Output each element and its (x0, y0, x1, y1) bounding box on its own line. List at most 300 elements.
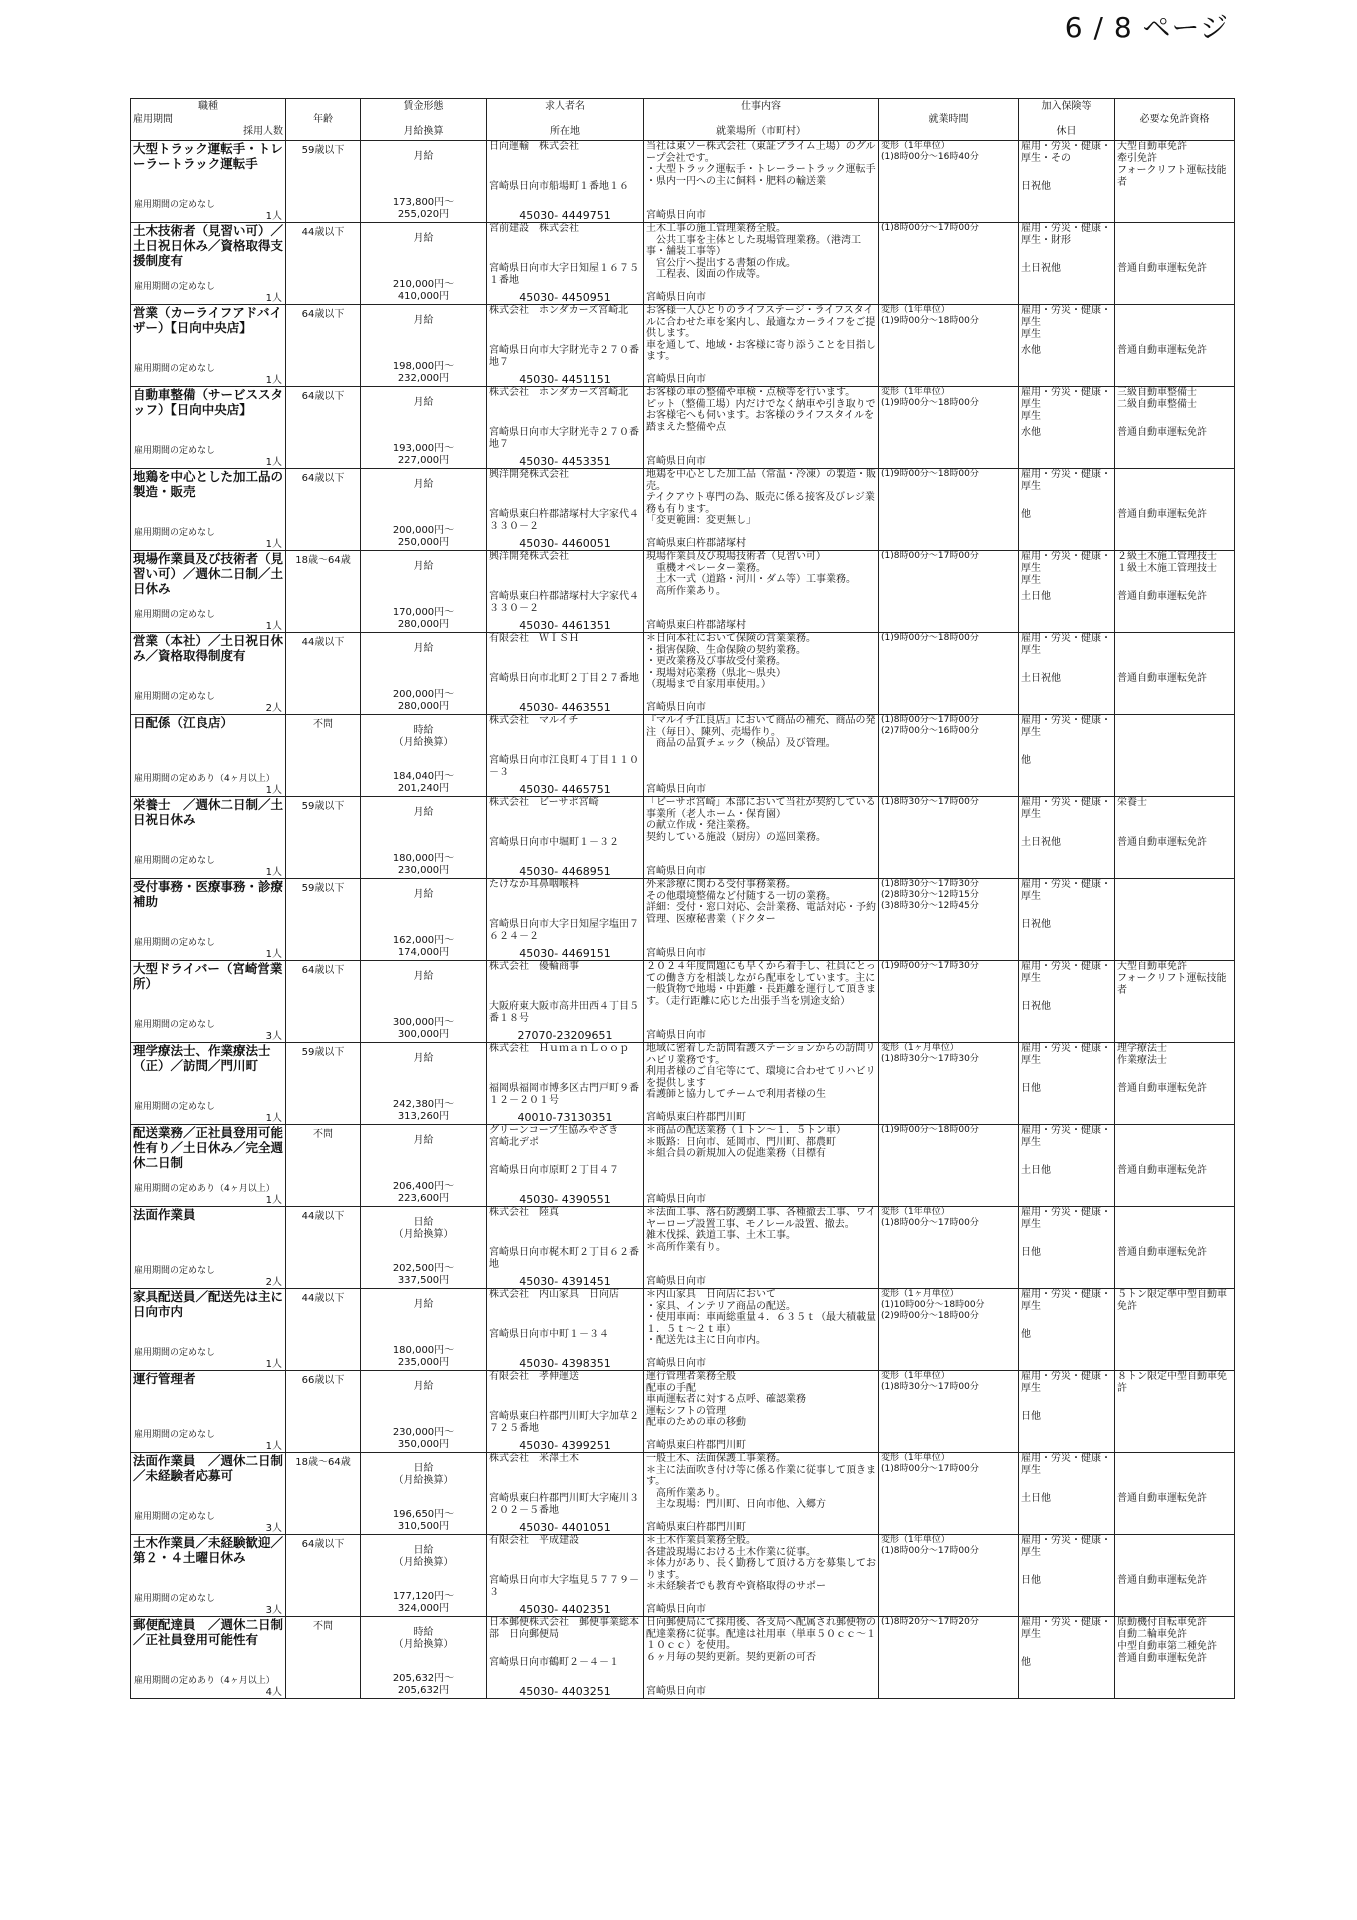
workplace: 宮崎県日向市 (646, 702, 706, 714)
job-title: 法面作業員 (133, 1207, 196, 1222)
employer-cell (487, 1289, 644, 1371)
employer-address: 宮崎県日向市船場町１番地１６ (489, 181, 629, 192)
license-cell (1115, 1617, 1235, 1699)
working-hours: 変形（1年単位） (1)9時00分～18時00分 (879, 305, 1019, 387)
job-number: 27070-23209651 (517, 1029, 613, 1042)
job-cell (131, 797, 286, 879)
license-standard: 普通自動車運転免許 (1117, 1165, 1207, 1176)
holidays: 他 (1021, 1329, 1031, 1340)
license-cell (1115, 797, 1235, 879)
job-content-cell (644, 387, 879, 469)
age-limit: 18歳～64歳 (286, 551, 361, 633)
job-content: お客様の車の整備や車検・点検等を行います。 ピット（整備工場）内だけでなく納車や引き取りでお客様宅へも伺います。お客様のライフスタイルを踏まえた整備や点 (646, 387, 876, 433)
insurance: 雇用・労災・健康・厚生 厚生 (1021, 305, 1111, 340)
job-number: 45030- 4391451 (519, 1275, 611, 1288)
employer-name: 有限会社 平成建設 (489, 1535, 579, 1546)
job-content: 『マルイチ江良店』において商品の補充、商品の発注（毎日）、陳列、売場作り。 商品の品質チェック（検品）及び管理。 (646, 715, 876, 750)
job-title: 運行管理者 (133, 1371, 196, 1386)
hire-count: 1人 (265, 949, 282, 960)
wage-type: 月給 (413, 1299, 434, 1310)
employer-name: 株式会社 米澤土木 (489, 1453, 579, 1464)
table-row (131, 1535, 1235, 1617)
wage-range: 198,000円～ 232,000円 (392, 361, 455, 384)
age-limit: 44歳以下 (286, 1289, 361, 1371)
wage-cell (361, 1289, 487, 1371)
employer-name: 有限会社 ＷＩＳＨ (489, 633, 579, 644)
wage-cell (361, 797, 487, 879)
job-content-cell (644, 961, 879, 1043)
wage-range: 242,380円～ 313,260円 (392, 1099, 455, 1122)
wage-range: 184,040円～ 201,240円 (392, 771, 455, 794)
age-limit: 59歳以下 (286, 797, 361, 879)
job-content-cell (644, 715, 879, 797)
license-standard: 普通自動車運転免許 (1117, 1493, 1207, 1504)
license-cell (1115, 551, 1235, 633)
header-job-content: 仕事内容 (741, 101, 781, 112)
working-hours: (1)9時00分～18時00分 (879, 469, 1019, 551)
working-hours: (1)8時00分～17時00分 (879, 551, 1019, 633)
employer-name: 株式会社 ビーサポ宮崎 (489, 797, 599, 808)
hire-count: 1人 (265, 457, 282, 468)
age-limit: 18歳～64歳 (286, 1453, 361, 1535)
employer-cell (487, 1453, 644, 1535)
wage-cell (361, 469, 487, 551)
working-hours: (1)8時20分～17時20分 (879, 1617, 1019, 1699)
holidays: 土日祝他 (1021, 837, 1061, 848)
job-content: 土木工事の施工管理業務全般。 公共工事を主体とした現場管理業務。（港湾工事・舗装工事等） 官公庁へ提出する書類の作成。 工程表、図面の作成等。 (646, 223, 861, 281)
job-cell (131, 961, 286, 1043)
employment-period: 雇用期間の定めなし (134, 938, 216, 948)
job-content: 外来診療に関わる受付事務業務。 その他環境整備など付随する一切の業務。 詳細：受付・窓口対応、会計業務、電話対応・予約管理、医療秘書業（ドクター (646, 879, 876, 925)
working-hours: (1)8時00分～17時00分 (879, 223, 1019, 305)
employment-period: 雇用期間の定めなし (134, 528, 216, 538)
holidays: 水他 (1021, 427, 1041, 438)
job-listing-table (130, 98, 1235, 1699)
wage-range: 180,000円～ 235,000円 (392, 1345, 455, 1368)
hire-count: 1人 (265, 785, 282, 796)
license-cell (1115, 961, 1235, 1043)
license-standard: 普通自動車運転免許 (1117, 591, 1207, 602)
job-content: ＊日向本社において保険の営業業務。 ・損害保険、生命保険の契約業務。 ・更改業務及び事故受付業務。 ・現場対応業務（県北～県央） （現場まで自家用車使用。） (646, 633, 816, 691)
employer-address: 宮崎県東臼杵郡門川町大字庵川３２０２－５番地 (489, 1493, 639, 1516)
table-row (131, 1043, 1235, 1125)
job-content-cell (644, 633, 879, 715)
employer-cell (487, 1043, 644, 1125)
wage-cell (361, 715, 487, 797)
employer-cell (487, 879, 644, 961)
employment-period: 雇用期間の定めなし (134, 856, 216, 866)
job-content: 「ビーサポ宮崎」本部において当社が契約している事業所（老人ホーム・保育園） の献立作成・発注業務。 契約している施設（厨房）の巡回業務。 (646, 797, 876, 843)
license-standard: 普通自動車運転免許 (1117, 1575, 1207, 1586)
license-cell (1115, 633, 1235, 715)
employment-period: 雇用期間の定めなし (134, 692, 216, 702)
wage-range: 200,000円～ 280,000円 (392, 689, 455, 712)
insurance-cell (1019, 1535, 1115, 1617)
wage-conv-note: （月給換算） (393, 737, 454, 748)
holidays: 他 (1021, 755, 1031, 766)
workplace: 宮崎県日向市 (646, 1358, 706, 1370)
employment-period: 雇用期間の定めなし (134, 282, 216, 292)
employer-cell (487, 715, 644, 797)
age-limit: 44歳以下 (286, 633, 361, 715)
license-cell (1115, 1289, 1235, 1371)
age-limit: 64歳以下 (286, 1535, 361, 1617)
job-cell (131, 305, 286, 387)
wage-cell (361, 1371, 487, 1453)
job-cell (131, 715, 286, 797)
working-hours: 変形（1ヶ月単位） (1)8時30分～17時30分 (879, 1043, 1019, 1125)
employer-name: 株式会社 ホンダカーズ宮崎北 (489, 387, 629, 398)
workplace: 宮崎県日向市 (646, 948, 706, 960)
holidays: 日他 (1021, 1247, 1041, 1258)
job-title: 土木技術者（見習い可）／土日祝日休み／資格取得支援制度有 (133, 223, 284, 268)
license-standard: 普通自動車運転免許 (1117, 837, 1207, 848)
header-workplace: 就業場所（市町村） (716, 126, 806, 137)
insurance-cell (1019, 1289, 1115, 1371)
wage-cell (361, 1535, 487, 1617)
license: ２級土木施工管理技士 １級土木施工管理技士 (1117, 551, 1217, 574)
age-limit: 44歳以下 (286, 223, 361, 305)
employer-cell (487, 387, 644, 469)
insurance-cell (1019, 305, 1115, 387)
header-monthly-conv: 月給換算 (403, 126, 444, 137)
hire-count: 1人 (265, 1113, 282, 1124)
employer-cell (487, 1617, 644, 1699)
age-limit: 44歳以下 (286, 1207, 361, 1289)
job-title: 大型ドライバー（宮崎営業所） (133, 961, 283, 991)
employer-name: 有限会社 孝伸運送 (489, 1371, 579, 1382)
employer-cell (487, 223, 644, 305)
wage-range: 206,400円～ 223,600円 (392, 1181, 455, 1204)
job-number: 45030- 4463551 (519, 701, 611, 714)
employment-period: 雇用期間の定めなし (134, 446, 216, 456)
wage-type: 月給 (413, 807, 434, 818)
employer-cell (487, 469, 644, 551)
job-number: 45030- 4390551 (519, 1193, 611, 1206)
license-cell (1115, 1535, 1235, 1617)
job-number: 45030- 4460051 (519, 537, 611, 550)
job-cell (131, 1371, 286, 1453)
wage-conv-note: （月給換算） (393, 1639, 454, 1650)
job-title: 配送業務／正社員登用可能性有り／土日休み／完全週休二日制 (133, 1125, 284, 1170)
wage-cell (361, 223, 487, 305)
wage-cell (361, 1125, 487, 1207)
employment-period: 雇用期間の定めなし (134, 1102, 216, 1112)
insurance-cell (1019, 141, 1115, 223)
job-number: 45030- 4451151 (519, 373, 611, 386)
employer-name: たけなか耳鼻咽喉科 (489, 879, 579, 890)
workplace: 宮崎県東臼杵郡門川町 (646, 1522, 746, 1534)
employer-address: 宮崎県日向市大字塩見５７７９－３ (489, 1575, 639, 1598)
license-standard: 普通自動車運転免許 (1117, 1083, 1207, 1094)
job-cell (131, 1125, 286, 1207)
job-cell (131, 141, 286, 223)
table-row (131, 1617, 1235, 1699)
job-cell (131, 469, 286, 551)
license-standard: 普通自動車運転免許 (1117, 509, 1207, 520)
age-limit: 不問 (286, 715, 361, 797)
table-row (131, 1125, 1235, 1207)
license-standard: 普通自動車運転免許 (1117, 345, 1207, 356)
job-content: 地鶏を中心とした加工品（常温・冷凍）の製造・販売。 テイクアウト専門の為、販売に係る接客及びレジ業務も有ります。 「変更範囲：変更無し」 (646, 469, 876, 527)
job-content-cell (644, 551, 879, 633)
header-location: 所在地 (550, 126, 580, 137)
wage-range: 180,000円～ 230,000円 (392, 853, 455, 876)
employer-cell (487, 305, 644, 387)
insurance: 雇用・労災・健康・厚生 (1021, 1289, 1111, 1312)
job-cell (131, 633, 286, 715)
job-content-cell (644, 797, 879, 879)
table-row (131, 305, 1235, 387)
job-number: 45030- 4450951 (519, 291, 611, 304)
license-standard: 普通自動車運転免許 (1117, 263, 1207, 274)
table-row (131, 633, 1235, 715)
job-title: 栄養士 ／週休二日制／土日祝日休み (133, 797, 284, 827)
job-number: 45030- 4453351 (519, 455, 611, 468)
table-row (131, 1371, 1235, 1453)
employer-cell (487, 961, 644, 1043)
employer-name: 株式会社 ＨｕｍａｎＬｏｏｐ (489, 1043, 629, 1054)
wage-cell (361, 633, 487, 715)
insurance: 雇用・労災・健康・厚生 厚生 (1021, 387, 1111, 422)
employer-name: 日本郵便株式会社 郵便事業総本部 日向郵便局 (489, 1617, 639, 1640)
wage-cell (361, 1207, 487, 1289)
hire-count: 1人 (265, 211, 282, 222)
header-hires: 採用人数 (243, 126, 283, 137)
employer-name: 株式会社 内山家具 日向店 (489, 1289, 619, 1300)
wage-range: 200,000円～ 250,000円 (392, 525, 455, 548)
workplace: 宮崎県日向市 (646, 1276, 706, 1288)
workplace: 宮崎県東臼杵郡諸塚村 (646, 620, 746, 632)
wage-type: 月給 (413, 397, 434, 408)
wage-range: 196,650円～ 310,500円 (392, 1509, 455, 1532)
job-number: 45030- 4403251 (519, 1685, 611, 1698)
insurance-cell (1019, 1453, 1115, 1535)
holidays: 他 (1021, 1657, 1031, 1668)
employment-period: 雇用期間の定めあり（4ヶ月以上） (134, 1184, 275, 1194)
job-content-cell (644, 1371, 879, 1453)
employer-address: 宮崎県日向市大字財光寺２７０番地７ (489, 427, 639, 450)
employer-address: 宮崎県日向市鶴町２－４－１ (489, 1657, 619, 1668)
wage-range: 177,120円～ 324,000円 (392, 1591, 455, 1614)
insurance: 雇用・労災・健康・厚生 (1021, 633, 1111, 656)
hire-count: 4人 (265, 1687, 282, 1698)
employer-address: 宮崎県日向市江良町４丁目１１０－３ (489, 755, 639, 778)
insurance-cell (1019, 1617, 1115, 1699)
employment-period: 雇用期間の定めなし (134, 1594, 216, 1604)
workplace: 宮崎県東臼杵郡諸塚村 (646, 538, 746, 550)
wage-type: 月給 (413, 889, 434, 900)
license-cell (1115, 1125, 1235, 1207)
table-row (131, 1207, 1235, 1289)
insurance: 雇用・労災・健康・厚生 (1021, 469, 1111, 492)
insurance: 雇用・労災・健康・厚生 (1021, 1453, 1111, 1476)
wage-range: 210,000円～ 410,000円 (392, 279, 455, 302)
insurance-cell (1019, 879, 1115, 961)
table-row (131, 1453, 1235, 1535)
job-number: 45030- 4399251 (519, 1439, 611, 1452)
holidays: 日他 (1021, 1083, 1041, 1094)
job-content-cell (644, 469, 879, 551)
wage-type: 月給 (413, 1381, 434, 1392)
employer-cell (487, 141, 644, 223)
wage-type: 日給 (413, 1217, 434, 1228)
insurance: 雇用・労災・健康・厚生・財形 (1021, 223, 1111, 246)
insurance: 雇用・労災・健康・厚生 (1021, 1371, 1111, 1394)
insurance-cell (1019, 469, 1115, 551)
license-standard: 普通自動車運転免許 (1117, 1247, 1207, 1258)
license-cell (1115, 1453, 1235, 1535)
holidays: 土日他 (1021, 1493, 1051, 1504)
header-holidays: 休日 (1056, 126, 1077, 137)
table-row (131, 1289, 1235, 1371)
job-title: 法面作業員 ／週休二日制／未経験者応募可 (133, 1453, 284, 1483)
employment-period: 雇用期間の定めなし (134, 364, 216, 374)
holidays: 土日祝他 (1021, 673, 1061, 684)
holidays: 土日祝他 (1021, 263, 1061, 274)
job-content: 一般土木、法面保護工事業務。 ＊主に法面吹き付け等に係る作業に従事して頂きます。 高所作業あり。 主な現場：門川町、日向市他、入郷方 (646, 1453, 876, 1511)
job-content-cell (644, 305, 879, 387)
workplace: 宮崎県日向市 (646, 784, 706, 796)
employer-name: 興洋開発株式会社 (489, 551, 569, 562)
wage-cell (361, 961, 487, 1043)
wage-range: 205,632円～ 205,632円 (392, 1673, 455, 1696)
job-title: 大型トラック運転手・トレーラートラック運転手 (133, 141, 283, 171)
holidays: 日祝他 (1021, 181, 1051, 192)
license: 大型自動車免許 牽引免許 フォークリフト運転技能者 (1117, 141, 1227, 188)
job-title: 理学療法士、作業療法士（正）／訪問／門川町 (133, 1043, 271, 1073)
working-hours: 変形（1年単位） (1)8時00分～17時00分 (879, 1207, 1019, 1289)
workplace: 宮崎県日向市 (646, 1030, 706, 1042)
insurance: 雇用・労災・健康・厚生 (1021, 797, 1111, 820)
wage-type: 月給 (413, 233, 434, 244)
employer-cell (487, 633, 644, 715)
age-limit: 不問 (286, 1125, 361, 1207)
working-hours: 変形（1ヶ月単位） (1)10時00分～18時00分 (2)9時00分～18時00分 (879, 1289, 1019, 1371)
job-cell (131, 879, 286, 961)
header-employer (487, 99, 644, 141)
job-cell (131, 1207, 286, 1289)
wage-range: 162,000円～ 174,000円 (392, 935, 455, 958)
page-indicator: 6 / 8 ページ (1064, 11, 1229, 44)
job-title: 地鶏を中心とした加工品の製造・販売 (133, 469, 284, 499)
wage-type: 月給 (413, 561, 434, 572)
employer-address: 宮崎県東臼杵郡諸塚村大字家代４３３０－２ (489, 591, 639, 614)
employment-period: 雇用期間の定めあり（4ヶ月以上） (134, 774, 275, 784)
employer-name: 株式会社 優輪商事 (489, 961, 579, 972)
wage-conv-note: （月給換算） (393, 1229, 454, 1240)
job-cell (131, 1043, 286, 1125)
working-hours: (1)9時00分～18時00分 (879, 1125, 1019, 1207)
employment-period: 雇用期間の定めなし (134, 200, 216, 210)
license-cell (1115, 469, 1235, 551)
working-hours: 変形（1年単位） (1)8時00分～17時00分 (879, 1535, 1019, 1617)
license: 大型自動車免許 フォークリフト運転技能者 (1117, 961, 1227, 996)
wage-type: 月給 (413, 479, 434, 490)
workplace: 宮崎県日向市 (646, 292, 706, 304)
workplace: 宮崎県東臼杵郡門川町 (646, 1112, 746, 1124)
header-age: 年齢 (286, 99, 361, 141)
job-content: 日向郵便局にて採用後、各支局へ配属され郵便物の配達業務に従事。配達は社用車（単車５０ｃｃ～１１０ｃｃ）を使用。 ６ヶ月毎の契約更新。契約更新の可否 (646, 1617, 876, 1663)
wage-conv-note: （月給換算） (393, 1475, 454, 1486)
employer-name: 株式会社 マルイチ (489, 715, 579, 726)
insurance-cell (1019, 387, 1115, 469)
employment-period: 雇用期間の定めなし (134, 1512, 216, 1522)
hire-count: 1人 (265, 1359, 282, 1370)
table-row (131, 879, 1235, 961)
hire-count: 3人 (265, 1031, 282, 1042)
table-row (131, 797, 1235, 879)
employer-address: 福岡県福岡市博多区古門戸町９番１２－２０１号 (489, 1083, 639, 1106)
job-title: 日配係（江良店） (133, 715, 234, 730)
job-cell (131, 1289, 286, 1371)
age-limit: 64歳以下 (286, 387, 361, 469)
job-title: 現場作業員及び技術者（見習い可）／週休二日制／土日休み (133, 551, 284, 596)
header-insurance: 加入保険等 (1041, 101, 1092, 112)
employer-cell (487, 1535, 644, 1617)
job-cell (131, 551, 286, 633)
workplace: 宮崎県日向市 (646, 456, 706, 468)
insurance-cell (1019, 551, 1115, 633)
workplace: 宮崎県日向市 (646, 210, 706, 222)
holidays: 他 (1021, 509, 1031, 520)
employer-cell (487, 797, 644, 879)
header-job-title: 職種 (198, 101, 218, 112)
table-row (131, 469, 1235, 551)
job-number: 40010-73130351 (517, 1111, 613, 1124)
workplace: 宮崎県日向市 (646, 374, 706, 386)
wage-type: 日給 (413, 1463, 434, 1474)
holidays: 日祝他 (1021, 919, 1051, 930)
workplace: 宮崎県日向市 (646, 1604, 706, 1616)
hire-count: 1人 (265, 539, 282, 550)
wage-range: 300,000円～ 300,000円 (392, 1017, 455, 1040)
employer-address: 宮崎県東臼杵郡門川町大字加草２７２５番地 (489, 1411, 639, 1434)
insurance-cell (1019, 961, 1115, 1043)
age-limit: 64歳以下 (286, 961, 361, 1043)
header-license: 必要な免許資格 (1115, 99, 1235, 141)
age-limit: 59歳以下 (286, 141, 361, 223)
employer-name: 日向運輸 株式会社 (489, 141, 579, 152)
hire-count: 1人 (265, 1195, 282, 1206)
wage-cell (361, 305, 487, 387)
job-content: 当社は東ソー株式会社（東証プライム上場）のグループ会社です。 ・大型トラック運転手・トレーラートラック運転手 ・県内一円への主に飼料・肥料の輸送業 (646, 141, 876, 187)
employment-period: 雇用期間の定めあり（4ヶ月以上） (134, 1676, 275, 1686)
wage-cell (361, 1617, 487, 1699)
job-title: 土木作業員／未経験歓迎／第２・４土曜日休み (133, 1535, 284, 1565)
table-row (131, 223, 1235, 305)
insurance-cell (1019, 797, 1115, 879)
hire-count: 1人 (265, 867, 282, 878)
job-content-cell (644, 1043, 879, 1125)
wage-range: 202,500円～ 337,500円 (392, 1263, 455, 1286)
license: 三級自動車整備士 二級自動車整備士 (1117, 387, 1197, 410)
job-number: 45030- 4469151 (519, 947, 611, 960)
employer-address: 大阪府東大阪市高井田西４丁目５番１８号 (489, 1001, 639, 1024)
job-content-cell (644, 1535, 879, 1617)
table-row (131, 141, 1235, 223)
job-title: 家具配送員／配送先は主に日向市内 (133, 1289, 284, 1319)
insurance-cell (1019, 633, 1115, 715)
employment-period: 雇用期間の定めなし (134, 1348, 216, 1358)
job-content: 運行管理者業務全般 配車の手配 車両運転者に対する点呼、確認業務 運転シフトの管理 配車のための車の移動 (646, 1371, 806, 1429)
header-employer-name: 求人者名 (545, 101, 585, 112)
employer-address: 宮崎県日向市原町２丁目４７ (489, 1165, 619, 1176)
insurance: 雇用・労災・健康・厚生 厚生 (1021, 551, 1111, 586)
insurance: 雇用・労災・健康・厚生 (1021, 1043, 1111, 1066)
wage-cell (361, 551, 487, 633)
working-hours: (1)8時00分～17時00分 (2)7時00分～16時00分 (879, 715, 1019, 797)
